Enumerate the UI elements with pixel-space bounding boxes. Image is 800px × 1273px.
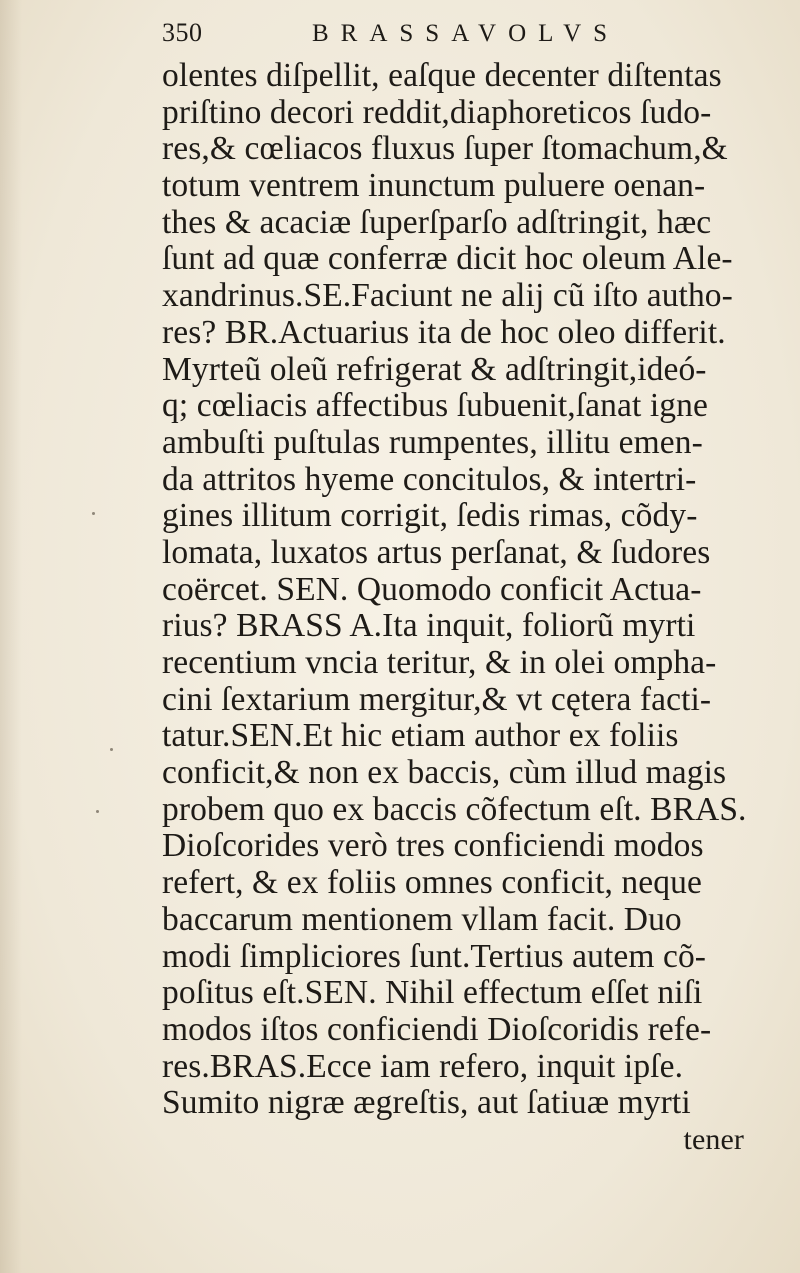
paper-speck	[96, 810, 99, 813]
text-line: modi ſimpliciores ſunt.Tertius autem cõ-	[162, 938, 707, 975]
text-line: olentes diſpellit, eaſque decenter diſtentas	[162, 58, 722, 94]
text-line: xandrinus.SE.Faciunt ne alij cũ iſto autho-	[162, 278, 733, 315]
text-line: totum ventrem inunctum puluere oenan-	[162, 168, 706, 205]
text-line: Dioſcorides verò tres conficiendi modos	[162, 828, 704, 865]
text-line: da attritos hyeme concitulos, & intertri-	[162, 461, 697, 498]
text-line: priſtino decori reddit,diaphoreticos ſudo-	[162, 94, 712, 131]
text-line: recentium vncia teritur, & in olei ompha-	[162, 645, 717, 681]
text-line: res.BRAS.Ecce iam refero, inquit ipſe.	[162, 1048, 684, 1085]
paper-speck	[110, 748, 113, 751]
running-head: BRASSAVOLVS	[312, 20, 620, 47]
text-line: tatur.SEN.Et hic etiam author ex foliis	[162, 718, 679, 755]
body-text	[162, 58, 772, 1159]
page-header	[162, 18, 682, 58]
page-edge-shadow	[0, 0, 22, 1273]
text-line: conficit,& non ex baccis, cùm illud magis	[162, 755, 727, 792]
text-line: ambuſti puſtulas rumpentes, illitu emen-	[162, 424, 703, 461]
text-line: cini ſextarium mergitur,& vt cętera facti-	[162, 681, 712, 718]
page-number: 350	[162, 18, 203, 47]
text-line: rius? BRASS A.Ita inquit, foliorũ myrti	[162, 608, 696, 645]
text-line: ſunt ad quæ conferræ dicit hoc oleum Ale-	[162, 241, 733, 278]
text-line: Myrteũ oleũ refrigerat & adſtringit,ideó-	[162, 351, 707, 388]
text-line: thes & acaciæ ſuperſparſo adſtringit, hæc	[162, 204, 712, 241]
text-line: modos iſtos conficiendi Dioſcoridis refe-	[162, 1011, 712, 1048]
text-line: res,& cœliacos fluxus ſuper ſtomachum,&	[162, 131, 728, 168]
text-line: poſitus eſt.SEN. Nihil effectum eſſet niſi	[162, 975, 703, 1012]
text-line: lomata, luxatos artus perſanat, & ſudores	[162, 534, 711, 571]
paper-speck	[92, 512, 95, 515]
text-line: coërcet. SEN. Quomodo conficit Actua-	[162, 571, 702, 608]
text-line: baccarum mentionem vllam facit. Duo	[162, 901, 682, 938]
text-line: probem quo ex baccis cõfectum eſt. BRAS.	[162, 791, 747, 828]
text-line: refert, & ex foliis omnes conficit, neque	[162, 865, 702, 902]
text-line: q; cœliacis affectibus ſubuenit,ſanat igne	[162, 388, 708, 425]
catchword: tener	[683, 1122, 744, 1156]
text-line: res? BR.Actuarius ita de hoc oleo differit.	[162, 314, 726, 351]
text-line: gines illitum corrigit, ſedis rimas, cõdy-	[162, 498, 698, 535]
text-line: Sumito nigræ ægreſtis, aut ſatiuæ myrti	[162, 1085, 691, 1122]
